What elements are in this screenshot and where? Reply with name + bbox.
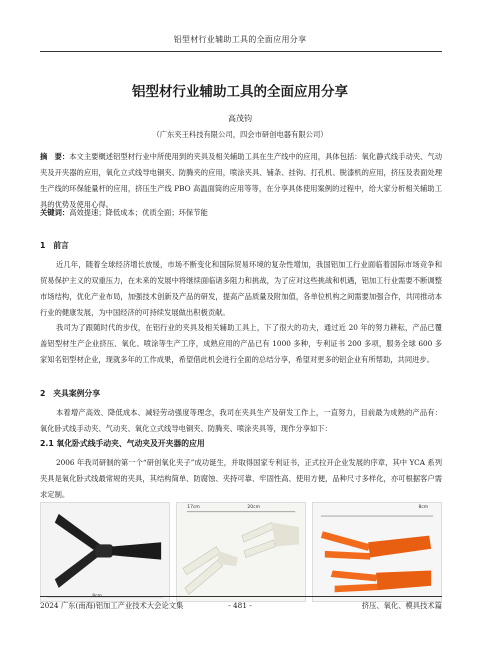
ruler-label-right: 20cm (247, 505, 260, 510)
header-rule (40, 51, 442, 52)
white-clamp-illustration (177, 503, 305, 601)
ruler-label-left: 17cm (187, 505, 200, 510)
footer-section: 挤压、氧化、模具技术篇 (361, 601, 442, 610)
abstract-text: 本文主要概述铝型材行业中所使用到的夹具及相关辅助工具在生产线中的应用，具体包括：氧化静式线手动夹、气动夹及开夹器的应用，氧化立式线导电铜夹、防腾夹的应用，喷涂夹具、铺条、挂钩、打孔机、脱漆机的应用，挤压及表面处理生产线的环保能量杆的应用，挤压生产线 PBO 高温面筒的应用等等，在分享具体使用案例的过程中，给大家分析相关辅助工具的优势及使用心得。 (40, 152, 443, 209)
photo-white-clamps (176, 502, 306, 602)
keywords-text: 高效提速；降低成本；优质全面；环保节能 (69, 208, 208, 217)
clamp-figure (40, 502, 442, 602)
keywords (40, 205, 442, 221)
orange-clamp-illustration (313, 503, 441, 601)
footer-rule (40, 596, 442, 597)
paragraph-1: 近几年，随着全球经济增长放缓，市场不断变化和国际贸易环境的复杂性增加，我国铝加工行业面临着国际市场竞争和贸易保护主义的双重压力，在未来的发展中将继续面临诸多阻力和挑战，为了应对这些挑战和机遇，铝加工行业需要不断调整市场结构，优化产业布局，加强技术创新及产品的研发，提高产品质量及附加值，各单位机构之间需要加强合作，共同推动本行业的健康发展，为中国经济的可持续发展做出积极贡献。 (40, 260, 442, 317)
ruler-label: 8cm (418, 505, 429, 510)
section-heading-1: 1 前言 (40, 241, 69, 250)
photo-black-clamp (40, 502, 170, 602)
paper-title: 铝型材行业辅助工具的全面应用分享 (132, 84, 348, 100)
black-clamp-illustration (41, 503, 169, 601)
footer-proceedings: 2024 广东(南海)铝加工产业技术大会论文集 (40, 601, 184, 610)
paragraph-3: 本着增产高效、降低成本、减轻劳动强度等理念，我司在夹具生产及研发工作上，一直努力，目前最为成熟的产品有：氧化卧式线手动夹、气动夹、氧化立式线导电铜夹、防腾夹、喷涂夹具等，现作分享如下： (40, 408, 442, 433)
section-heading-2: 2 夹具案例分享 (40, 389, 101, 398)
author-affiliation: （广东夹王科技有限公司，四会市研创电器有限公司） (152, 130, 328, 139)
photo-orange-clamps (312, 502, 442, 602)
ruler-label: 8cm (92, 594, 102, 599)
page-number: - 481 - (228, 601, 252, 610)
paragraph-4: 2006 年我司研制的第一个“研创氧化夹子”成功诞生，并取得国家专利证书，正式拉开企业发展的序章，其中 YCA 系列夹具是氧化卧式线最常规的夹具，其结构简单、防腐蚀、夹持可靠、牢固性高、使用方便，品种尺寸多样化，亦可根据客户需求定制。 (40, 458, 442, 499)
paragraph-2: 我司为了跟随时代的步伐，在铝行业的夹具及相关辅助工具上，下了很大的功夫，通过近 20 年的努力耕耘，产品已覆盖铝型材生产企业挤压、氧化、喷涂等生产工序，成熟应用的产品已有 1000 多种，专利证书 200 多项，服务全球 600 多家知名铝型材企业，现就多年的工作成果，希望借此机会进行全面的总结分享，希望对更多的铝企业有所帮助，共同进步。 (40, 323, 442, 364)
abstract (40, 149, 442, 213)
running-header: 铝型材行业辅助工具的全面应用分享 (173, 35, 307, 44)
section-heading-2-1: 2.1 氧化卧式线手动夹、气动夹及开夹器的应用 (40, 439, 205, 448)
keywords-label: 关键词： (40, 208, 70, 217)
author-name: 高茂钧 (228, 114, 252, 123)
abstract-label: 摘 要： (40, 152, 70, 161)
